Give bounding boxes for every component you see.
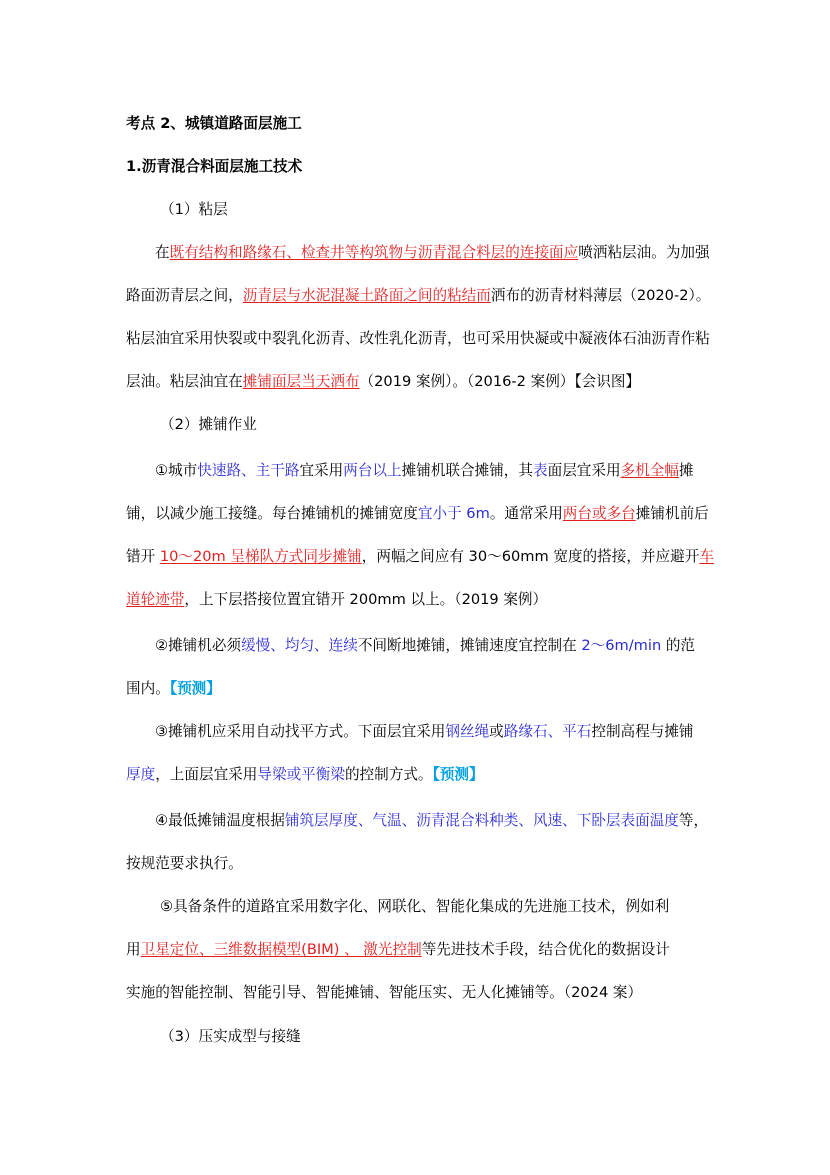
paragraph-line: 路面沥青层之间，沥青层与水泥混凝土路面之间的粘结而洒布的沥青材料薄层（2020-2）。: [126, 287, 711, 304]
paragraph-line: 围内。【预测】: [126, 680, 221, 697]
paragraph-line: ②摊铺机必须缓慢、均匀、连续不间断地摊铺，摊铺速度宜控制在 2～6m/min 的范: [155, 637, 696, 654]
paragraph-line: ③摊铺机应采用自动找平方式。下面层宜采用钢丝绳或路缘石、平石控制高程与摊铺: [155, 723, 694, 740]
paragraph-line: 道轮迹带，上下层搭接位置宜错开 200mm 以上。（2019 案例）: [126, 591, 548, 608]
item-heading-tack-coat: （1）粘层: [160, 201, 228, 218]
paragraph-line: ⑤具备条件的道路宜采用数字化、网联化、智能化集成的先进施工技术，例如利: [160, 898, 670, 915]
paragraph-line: ④最低摊铺温度根据铺筑层厚度、气温、沥青混合料种类、风速、下卧层表面温度等，: [155, 812, 709, 829]
paragraph-line: 实施的智能控制、智能引导、智能摊铺、智能压实、无人化摊铺等。（2024 案）: [126, 984, 643, 1001]
item-heading-compaction: （3）压实成型与接缝: [160, 1028, 301, 1045]
paragraph-line: 粘层油宜采用快裂或中裂乳化沥青、改性乳化沥青，也可采用快凝或中凝液体石油沥青作粘: [126, 330, 710, 347]
paragraph-line: 按规范要求执行。: [126, 855, 243, 872]
paragraph-line: 厚度，上面层宜采用导梁或平衡梁的控制方式。【预测】: [126, 766, 484, 783]
paragraph-line: ①城市快速路、主干路宜采用两台以上摊铺机联合摊铺，其表面层宜采用多机全幅摊: [155, 462, 694, 479]
item-heading-paving: （2）摊铺作业: [160, 416, 257, 433]
section-heading: 考点 2、城镇道路面层施工: [126, 115, 302, 132]
paragraph-line: 错开 10～20m 呈梯队方式同步摊铺，两幅之间应有 30～60mm 宽度的搭接，并应避开车: [126, 548, 714, 565]
paragraph-line: 在既有结构和路缘石、检查井等构筑物与沥青混合料层的连接面应喷洒粘层油。为加强: [155, 244, 710, 261]
paragraph-line: 铺，以减少施工接缝。每台摊铺机的摊铺宽度宜小于 6m。通常采用两台或多台摊铺机前后: [126, 505, 709, 522]
subsection-heading: 1.沥青混合料面层施工技术: [126, 158, 303, 175]
paragraph-line: 层油。粘层油宜在摊铺面层当天洒布（2019 案例）。（2016-2 案例）【会识图】: [126, 373, 641, 390]
paragraph-line: 用卫星定位、三维数据模型(BIM) 、 激光控制等先进技术手段，结合优化的数据设计: [126, 941, 670, 958]
